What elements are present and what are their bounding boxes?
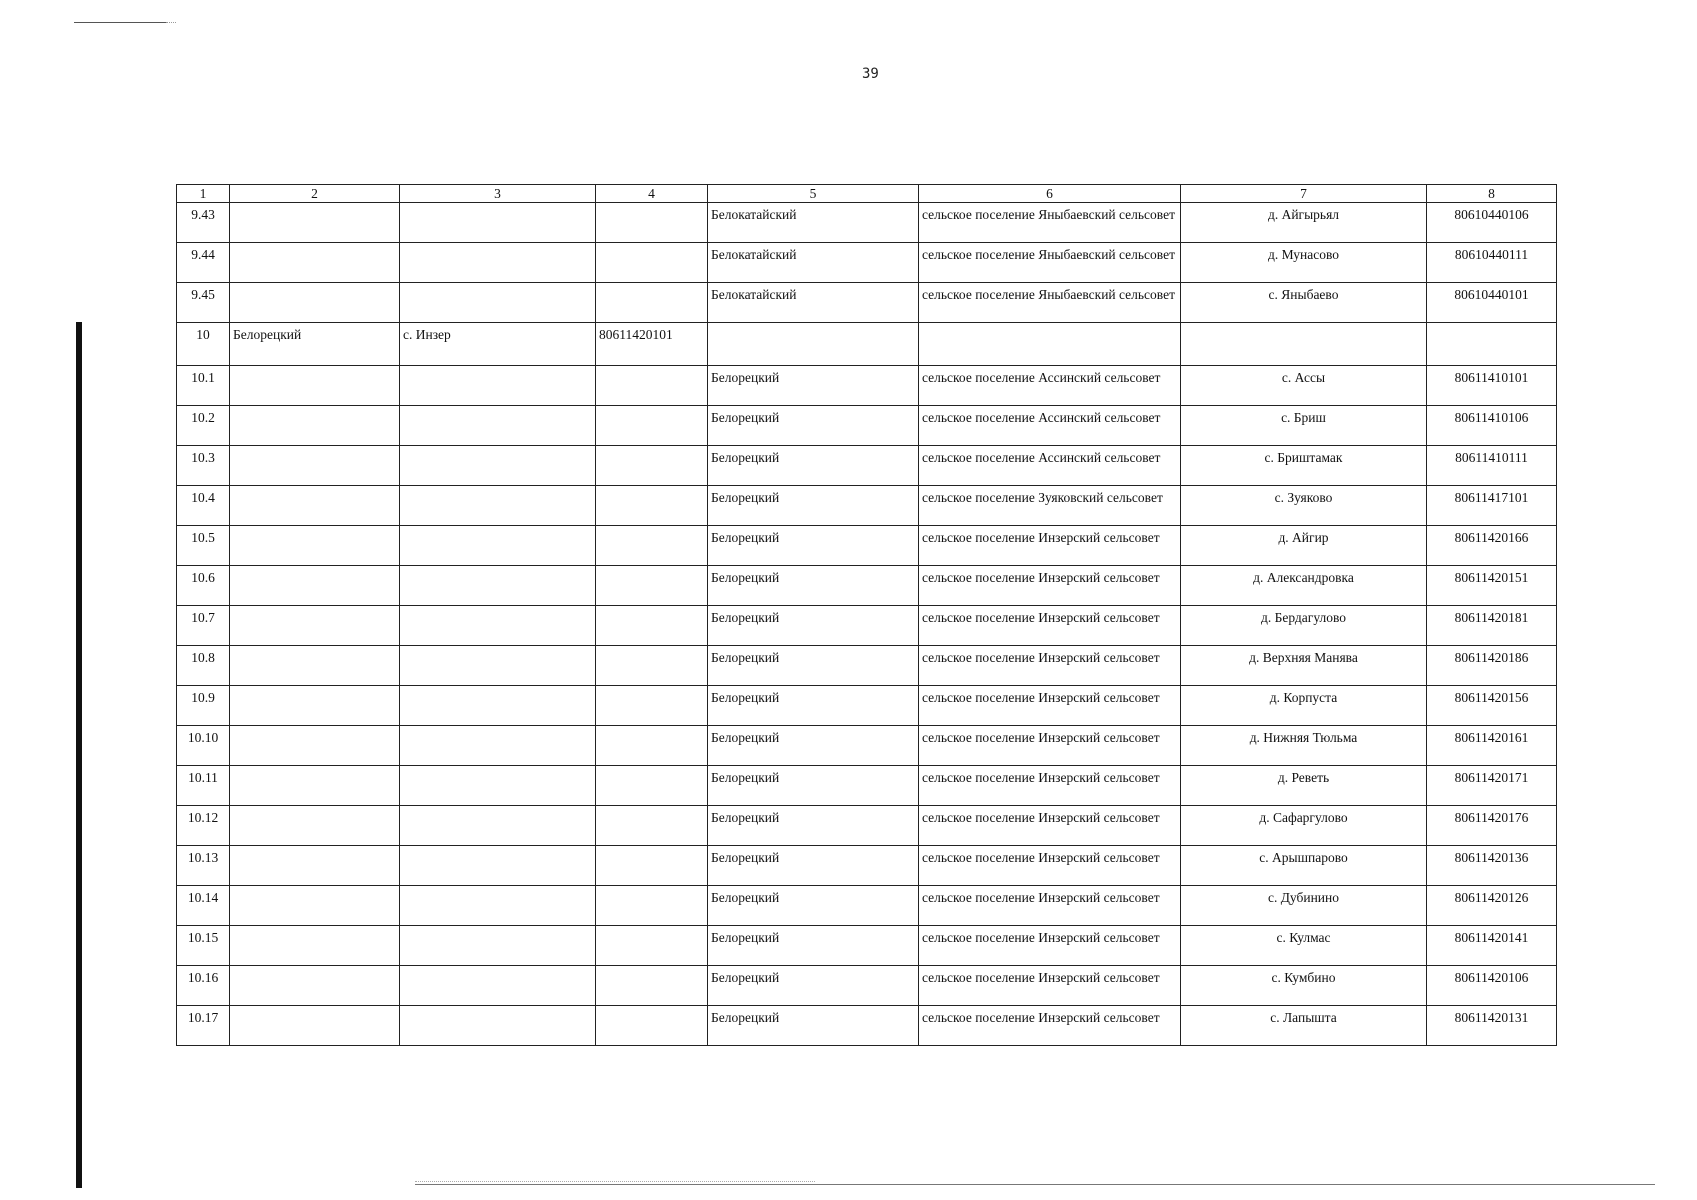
district-cell <box>230 446 400 486</box>
row-number-cell: 10.4 <box>177 486 230 526</box>
municipal-entity-cell: сельское поселение Инзерский сельсовет <box>919 926 1181 966</box>
row-number-cell: 10.12 <box>177 806 230 846</box>
row-number-cell: 10.2 <box>177 406 230 446</box>
locality-cell: с. Ассы <box>1181 366 1427 406</box>
oktmo-cell <box>596 966 708 1006</box>
locality-code-cell: 80611420151 <box>1427 566 1557 606</box>
locality-cell: д. Сафаргулово <box>1181 806 1427 846</box>
locality-code-cell: 80611410101 <box>1427 366 1557 406</box>
municipal-entity-cell: сельское поселение Инзерский сельсовет <box>919 1006 1181 1046</box>
locality-code-cell: 80610440101 <box>1427 283 1557 323</box>
settlement-cell: с. Инзер <box>400 323 596 366</box>
locality-code-cell: 80611420131 <box>1427 1006 1557 1046</box>
table-row <box>177 646 1557 686</box>
row-number-cell: 10.6 <box>177 566 230 606</box>
column-header: 6 <box>919 185 1181 203</box>
row-number-cell: 10.8 <box>177 646 230 686</box>
oktmo-cell <box>596 1006 708 1046</box>
district-cell <box>230 766 400 806</box>
table-row <box>177 526 1557 566</box>
oktmo-cell <box>596 203 708 243</box>
district-cell <box>230 406 400 446</box>
district-cell <box>230 606 400 646</box>
district-cell <box>230 526 400 566</box>
settlement-cell <box>400 606 596 646</box>
locality-code-cell <box>1427 323 1557 366</box>
municipal-entity-cell: сельское поселение Ассинский сельсовет <box>919 406 1181 446</box>
locality-code-cell: 80611420166 <box>1427 526 1557 566</box>
table-row <box>177 243 1557 283</box>
table-row <box>177 283 1557 323</box>
locality-cell: д. Реветь <box>1181 766 1427 806</box>
row-number-cell: 10.14 <box>177 886 230 926</box>
municipal-district-cell: Белокатайский <box>708 283 919 323</box>
settlement-cell <box>400 886 596 926</box>
district-cell <box>230 926 400 966</box>
municipal-district-cell <box>708 323 919 366</box>
district-cell <box>230 846 400 886</box>
settlement-cell <box>400 806 596 846</box>
municipal-district-cell: Белорецкий <box>708 846 919 886</box>
locality-code-cell: 80611420141 <box>1427 926 1557 966</box>
municipal-entity-cell: сельское поселение Инзерский сельсовет <box>919 966 1181 1006</box>
settlement-cell <box>400 966 596 1006</box>
oktmo-cell <box>596 846 708 886</box>
scan-artifact-dots <box>166 22 176 23</box>
table-row <box>177 966 1557 1006</box>
municipal-entity-cell: сельское поселение Инзерский сельсовет <box>919 806 1181 846</box>
settlement-cell <box>400 283 596 323</box>
municipal-district-cell: Белорецкий <box>708 806 919 846</box>
settlement-cell <box>400 446 596 486</box>
table-row <box>177 846 1557 886</box>
table-row <box>177 686 1557 726</box>
municipal-district-cell: Белорецкий <box>708 966 919 1006</box>
municipal-district-cell: Белорецкий <box>708 686 919 726</box>
municipal-entity-cell: сельское поселение Инзерский сельсовет <box>919 606 1181 646</box>
district-cell <box>230 366 400 406</box>
locality-code-cell: 80611417101 <box>1427 486 1557 526</box>
municipal-entity-cell: сельское поселение Инзерский сельсовет <box>919 726 1181 766</box>
page-number: 39 <box>862 66 879 82</box>
locality-cell: д. Бердагулово <box>1181 606 1427 646</box>
municipal-entity-cell: сельское поселение Ассинский сельсовет <box>919 446 1181 486</box>
row-number-cell: 10.5 <box>177 526 230 566</box>
locality-cell: д. Верхняя Манява <box>1181 646 1427 686</box>
settlement-cell <box>400 526 596 566</box>
settlement-cell <box>400 243 596 283</box>
settlement-cell <box>400 203 596 243</box>
district-cell <box>230 243 400 283</box>
table-row <box>177 766 1557 806</box>
municipal-district-cell: Белорецкий <box>708 366 919 406</box>
locality-cell: с. Бриш <box>1181 406 1427 446</box>
district-cell <box>230 283 400 323</box>
municipal-entity-cell: сельское поселение Инзерский сельсовет <box>919 766 1181 806</box>
locality-code-cell: 80610440106 <box>1427 203 1557 243</box>
district-cell <box>230 686 400 726</box>
locality-code-cell: 80611420126 <box>1427 886 1557 926</box>
table-row <box>177 566 1557 606</box>
locality-cell: д. Александровка <box>1181 566 1427 606</box>
municipal-entity-cell: сельское поселение Инзерский сельсовет <box>919 646 1181 686</box>
locality-cell: с. Дубинино <box>1181 886 1427 926</box>
municipal-entity-cell: сельское поселение Яныбаевский сельсовет <box>919 243 1181 283</box>
municipal-entity-cell: сельское поселение Яныбаевский сельсовет <box>919 203 1181 243</box>
municipal-district-cell: Белорецкий <box>708 566 919 606</box>
settlement-cell <box>400 926 596 966</box>
table-header-row <box>177 185 1557 203</box>
oktmo-cell <box>596 366 708 406</box>
municipal-entity-cell: сельское поселение Инзерский сельсовет <box>919 526 1181 566</box>
locality-code-cell: 80611420176 <box>1427 806 1557 846</box>
oktmo-cell <box>596 686 708 726</box>
oktmo-cell <box>596 566 708 606</box>
oktmo-cell <box>596 886 708 926</box>
locality-code-cell: 80611410106 <box>1427 406 1557 446</box>
column-header: 5 <box>708 185 919 203</box>
locality-code-cell: 80611420171 <box>1427 766 1557 806</box>
municipal-district-cell: Белорецкий <box>708 926 919 966</box>
settlement-cell <box>400 406 596 446</box>
table-row <box>177 926 1557 966</box>
oktmo-cell <box>596 243 708 283</box>
settlement-cell <box>400 566 596 606</box>
district-cell: Белорецкий <box>230 323 400 366</box>
locality-code-cell: 80611420106 <box>1427 966 1557 1006</box>
locality-cell: с. Бриштамак <box>1181 446 1427 486</box>
municipal-district-cell: Белорецкий <box>708 646 919 686</box>
column-header: 7 <box>1181 185 1427 203</box>
locality-code-cell: 80611420136 <box>1427 846 1557 886</box>
settlement-cell <box>400 486 596 526</box>
locality-cell: д. Нижняя Тюльма <box>1181 726 1427 766</box>
locality-cell: д. Айгир <box>1181 526 1427 566</box>
settlement-cell <box>400 366 596 406</box>
oktmo-cell <box>596 926 708 966</box>
locality-cell: с. Кулмас <box>1181 926 1427 966</box>
district-cell <box>230 886 400 926</box>
locality-cell: с. Лапышта <box>1181 1006 1427 1046</box>
settlement-cell <box>400 766 596 806</box>
table-row <box>177 486 1557 526</box>
row-number-cell: 10.13 <box>177 846 230 886</box>
table-row <box>177 886 1557 926</box>
row-number-cell: 9.43 <box>177 203 230 243</box>
municipal-district-cell: Белорецкий <box>708 526 919 566</box>
locality-cell: д. Айгырьял <box>1181 203 1427 243</box>
locality-cell: с. Арышпарово <box>1181 846 1427 886</box>
row-number-cell: 10.15 <box>177 926 230 966</box>
district-cell <box>230 203 400 243</box>
scan-artifact-line-bottom <box>415 1184 1655 1185</box>
scan-artifact-line <box>74 22 166 23</box>
municipal-entity-cell: сельское поселение Яныбаевский сельсовет <box>919 283 1181 323</box>
table-row <box>177 406 1557 446</box>
oktmo-cell <box>596 766 708 806</box>
row-number-cell: 10 <box>177 323 230 366</box>
scan-artifact-dots-bottom <box>415 1181 815 1182</box>
table-row <box>177 606 1557 646</box>
municipal-entity-cell: сельское поселение Инзерский сельсовет <box>919 846 1181 886</box>
row-number-cell: 10.3 <box>177 446 230 486</box>
settlement-cell <box>400 846 596 886</box>
table-row <box>177 366 1557 406</box>
settlement-cell <box>400 726 596 766</box>
locality-cell: с. Кумбино <box>1181 966 1427 1006</box>
locality-cell: д. Мунасово <box>1181 243 1427 283</box>
table-row <box>177 203 1557 243</box>
column-header: 2 <box>230 185 400 203</box>
table-row <box>177 323 1557 366</box>
district-cell <box>230 1006 400 1046</box>
row-number-cell: 9.44 <box>177 243 230 283</box>
row-number-cell: 10.7 <box>177 606 230 646</box>
municipal-district-cell: Белорецкий <box>708 486 919 526</box>
row-number-cell: 10.17 <box>177 1006 230 1046</box>
oktmo-cell <box>596 446 708 486</box>
table-row <box>177 806 1557 846</box>
municipal-district-cell: Белорецкий <box>708 1006 919 1046</box>
row-number-cell: 10.9 <box>177 686 230 726</box>
municipal-entity-cell: сельское поселение Инзерский сельсовет <box>919 566 1181 606</box>
municipal-district-cell: Белокатайский <box>708 203 919 243</box>
column-header: 4 <box>596 185 708 203</box>
municipal-entity-cell: сельское поселение Инзерский сельсовет <box>919 886 1181 926</box>
district-cell <box>230 486 400 526</box>
municipal-district-cell: Белорецкий <box>708 406 919 446</box>
table-row <box>177 446 1557 486</box>
row-number-cell: 10.11 <box>177 766 230 806</box>
municipal-entity-cell <box>919 323 1181 366</box>
municipal-district-cell: Белокатайский <box>708 243 919 283</box>
column-header: 8 <box>1427 185 1557 203</box>
oktmo-cell <box>596 526 708 566</box>
oktmo-cell: 80611420101 <box>596 323 708 366</box>
municipal-district-cell: Белорецкий <box>708 886 919 926</box>
district-cell <box>230 726 400 766</box>
table-row <box>177 1006 1557 1046</box>
row-number-cell: 10.10 <box>177 726 230 766</box>
municipal-district-cell: Белорецкий <box>708 446 919 486</box>
settlements-table <box>176 184 1557 1046</box>
locality-code-cell: 80611420181 <box>1427 606 1557 646</box>
locality-cell: д. Корпуста <box>1181 686 1427 726</box>
locality-code-cell: 80611410111 <box>1427 446 1557 486</box>
settlement-cell <box>400 686 596 726</box>
column-header: 1 <box>177 185 230 203</box>
oktmo-cell <box>596 646 708 686</box>
district-cell <box>230 966 400 1006</box>
oktmo-cell <box>596 726 708 766</box>
municipal-district-cell: Белорецкий <box>708 726 919 766</box>
oktmo-cell <box>596 406 708 446</box>
locality-code-cell: 80611420161 <box>1427 726 1557 766</box>
locality-cell: с. Яныбаево <box>1181 283 1427 323</box>
district-cell <box>230 566 400 606</box>
locality-code-cell: 80610440111 <box>1427 243 1557 283</box>
oktmo-cell <box>596 806 708 846</box>
oktmo-cell <box>596 606 708 646</box>
settlement-cell <box>400 646 596 686</box>
oktmo-cell <box>596 283 708 323</box>
district-cell <box>230 806 400 846</box>
row-number-cell: 10.1 <box>177 366 230 406</box>
locality-cell: с. Зуяково <box>1181 486 1427 526</box>
row-number-cell: 9.45 <box>177 283 230 323</box>
scan-edge-bar <box>76 322 82 1188</box>
row-number-cell: 10.16 <box>177 966 230 1006</box>
municipal-entity-cell: сельское поселение Зуяковский сельсовет <box>919 486 1181 526</box>
column-header: 3 <box>400 185 596 203</box>
settlement-cell <box>400 1006 596 1046</box>
municipal-district-cell: Белорецкий <box>708 606 919 646</box>
oktmo-cell <box>596 486 708 526</box>
municipal-district-cell: Белорецкий <box>708 766 919 806</box>
locality-cell <box>1181 323 1427 366</box>
locality-code-cell: 80611420186 <box>1427 646 1557 686</box>
district-cell <box>230 646 400 686</box>
table-row <box>177 726 1557 766</box>
locality-code-cell: 80611420156 <box>1427 686 1557 726</box>
municipal-entity-cell: сельское поселение Инзерский сельсовет <box>919 686 1181 726</box>
municipal-entity-cell: сельское поселение Ассинский сельсовет <box>919 366 1181 406</box>
